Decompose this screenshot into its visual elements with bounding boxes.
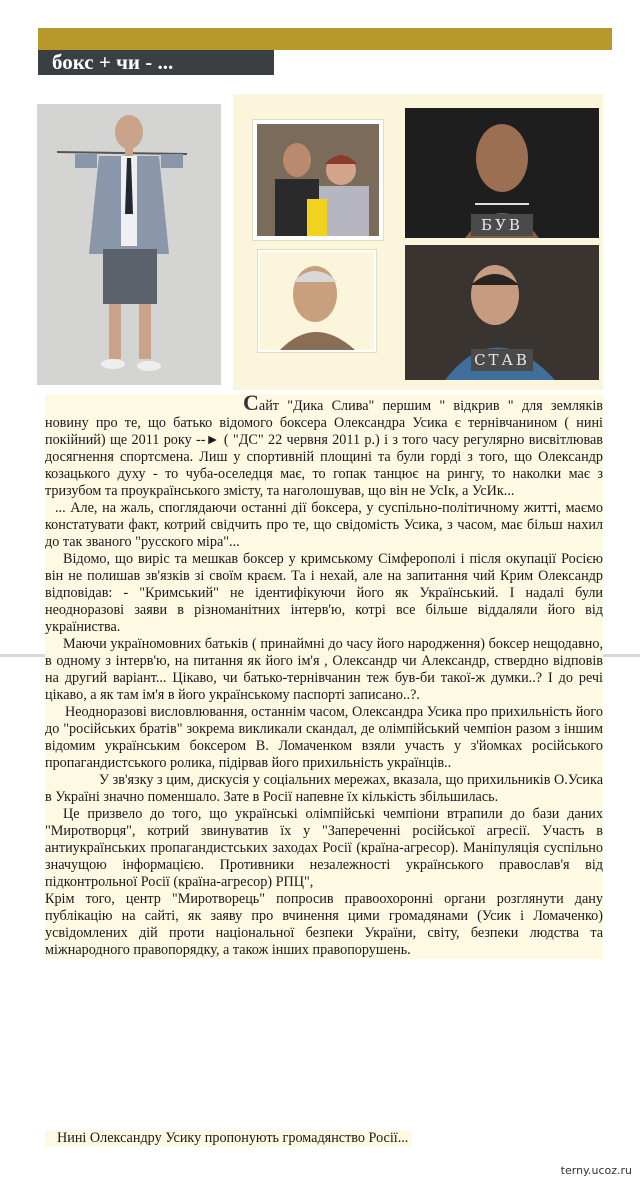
paragraph-5: Неодноразові висловлювання, останнім часом, Олександра Усика про прихильність його до "російських братів" зокрема викликали скандал, де олімпійський чемпіон разом з іншим відомим українським боксером В. Ломаченком взяли участь у з'йомках російського пропагандистського ролика, підірвав його прихильність українців.. bbox=[45, 704, 603, 771]
photo-panel bbox=[233, 94, 603, 390]
paragraph-7: Це призвело до того, що українські олімпійські чемпіони втрапили до бази даних "Миротворця", котрий звинуватив їх у "Запереченні російської агресії. Участь в антиукраїнських пропагандистських заходах Росії (країна-агресор). Маніпуляція суспільно значущою інформацією. Противники незалежності українського православ'я від підконтрольної Росії (країна-агресор) РПЦ", bbox=[45, 806, 603, 890]
caption-before: БУВ bbox=[471, 214, 533, 236]
photo-father bbox=[260, 252, 374, 350]
photo-boxer-with-woman bbox=[257, 124, 379, 236]
closing-line bbox=[45, 1130, 412, 1147]
paragraph-1-text: айт "Дика Слива" першим " відкрив " для земляків новину про те, що батько відомого боксера Олександра Усика є тернівчанином ( нині покійний) ще 2011 року --► ( "ДС" 22 червня 2011 р.) і з того часу регулярно висвітлював досягнення спортсмена. Лиш у спортивній площині та були горді з того, що Олександр козацького духу - то чуба-оселедця має, то гопак танцює на рингу, то наколки має з тризубом та проукраїнського змісту, та наголошував, що він не УсІк, а УсИк... bbox=[45, 398, 603, 499]
drop-cap: С bbox=[243, 390, 259, 415]
caption-after: СТАВ bbox=[471, 349, 533, 371]
photo-frame-family bbox=[252, 119, 384, 241]
paragraph-1 bbox=[45, 390, 603, 500]
site-url[interactable]: terny.ucoz.ru bbox=[560, 1164, 632, 1177]
paragraph-8: Крім того, центр "Миротворець" попросив правоохоронні органи розглянути дану публікацію на сайті, як заяву про вчинення цими громадянами (Усик і Ломаченко) усвідомлених дій проти національної безпеки України, світу, безпеки людства та міжнародного правопорядку, а також інших правопорушень. bbox=[45, 891, 603, 958]
photo-boxer-fashion bbox=[37, 104, 221, 385]
photo-frame-after bbox=[405, 245, 599, 380]
closing-line-text: Нині Олександру Усику пропонують громадянство Росії... bbox=[57, 1130, 409, 1146]
paragraph-6: У зв'язку з цим, дискусія у соціальних мережах, вказала, що прихильників О.Усика в Україні значно поменшало. Зате в Росії напевне їх кількість збільшилась. bbox=[45, 772, 603, 805]
photo-frame-before bbox=[405, 108, 599, 238]
paragraph-4: Маючи україномовних батьків ( принаймні до часу його народження) боксер нещодавно, в одному з інтерв'ю, на питання як його ім'я , Олександр чи Алeксандр, ствердно відповів на другий варіант... Цікаво, чи батько-тернівчанин теж був-би такої-ж думки..? І до речі цікаво, а як там ім'я в його українському паспорті записано..?. bbox=[45, 636, 603, 703]
paragraph-3: Відомо, що виріс та мешкав боксер у кримському Сімферополі і після окупації Росією він не полишав зв'язків зі своїм краєм. Та і нехай, але на запитання чий Крим Олександр відповідав: - "Кримський" не ідентифікуючи його як Український. І надалі були неодноразові заяви в різноманітних інтерв'ю, котрі все більше віддаляли його від україниства. bbox=[45, 551, 603, 635]
header-bar bbox=[38, 28, 612, 50]
article-body bbox=[45, 390, 603, 959]
page-title: бокс + чи - ... bbox=[38, 50, 274, 75]
photo-frame-father bbox=[257, 249, 377, 353]
paragraph-2: ... Але, на жаль, споглядаючи останні дії боксера, у суспільно-політичному житті, маємо констатувати факт, котрий свідчить про те, що свідомість Усика, з часом, має більш нахил до так званого "русского міра"... bbox=[45, 500, 603, 550]
